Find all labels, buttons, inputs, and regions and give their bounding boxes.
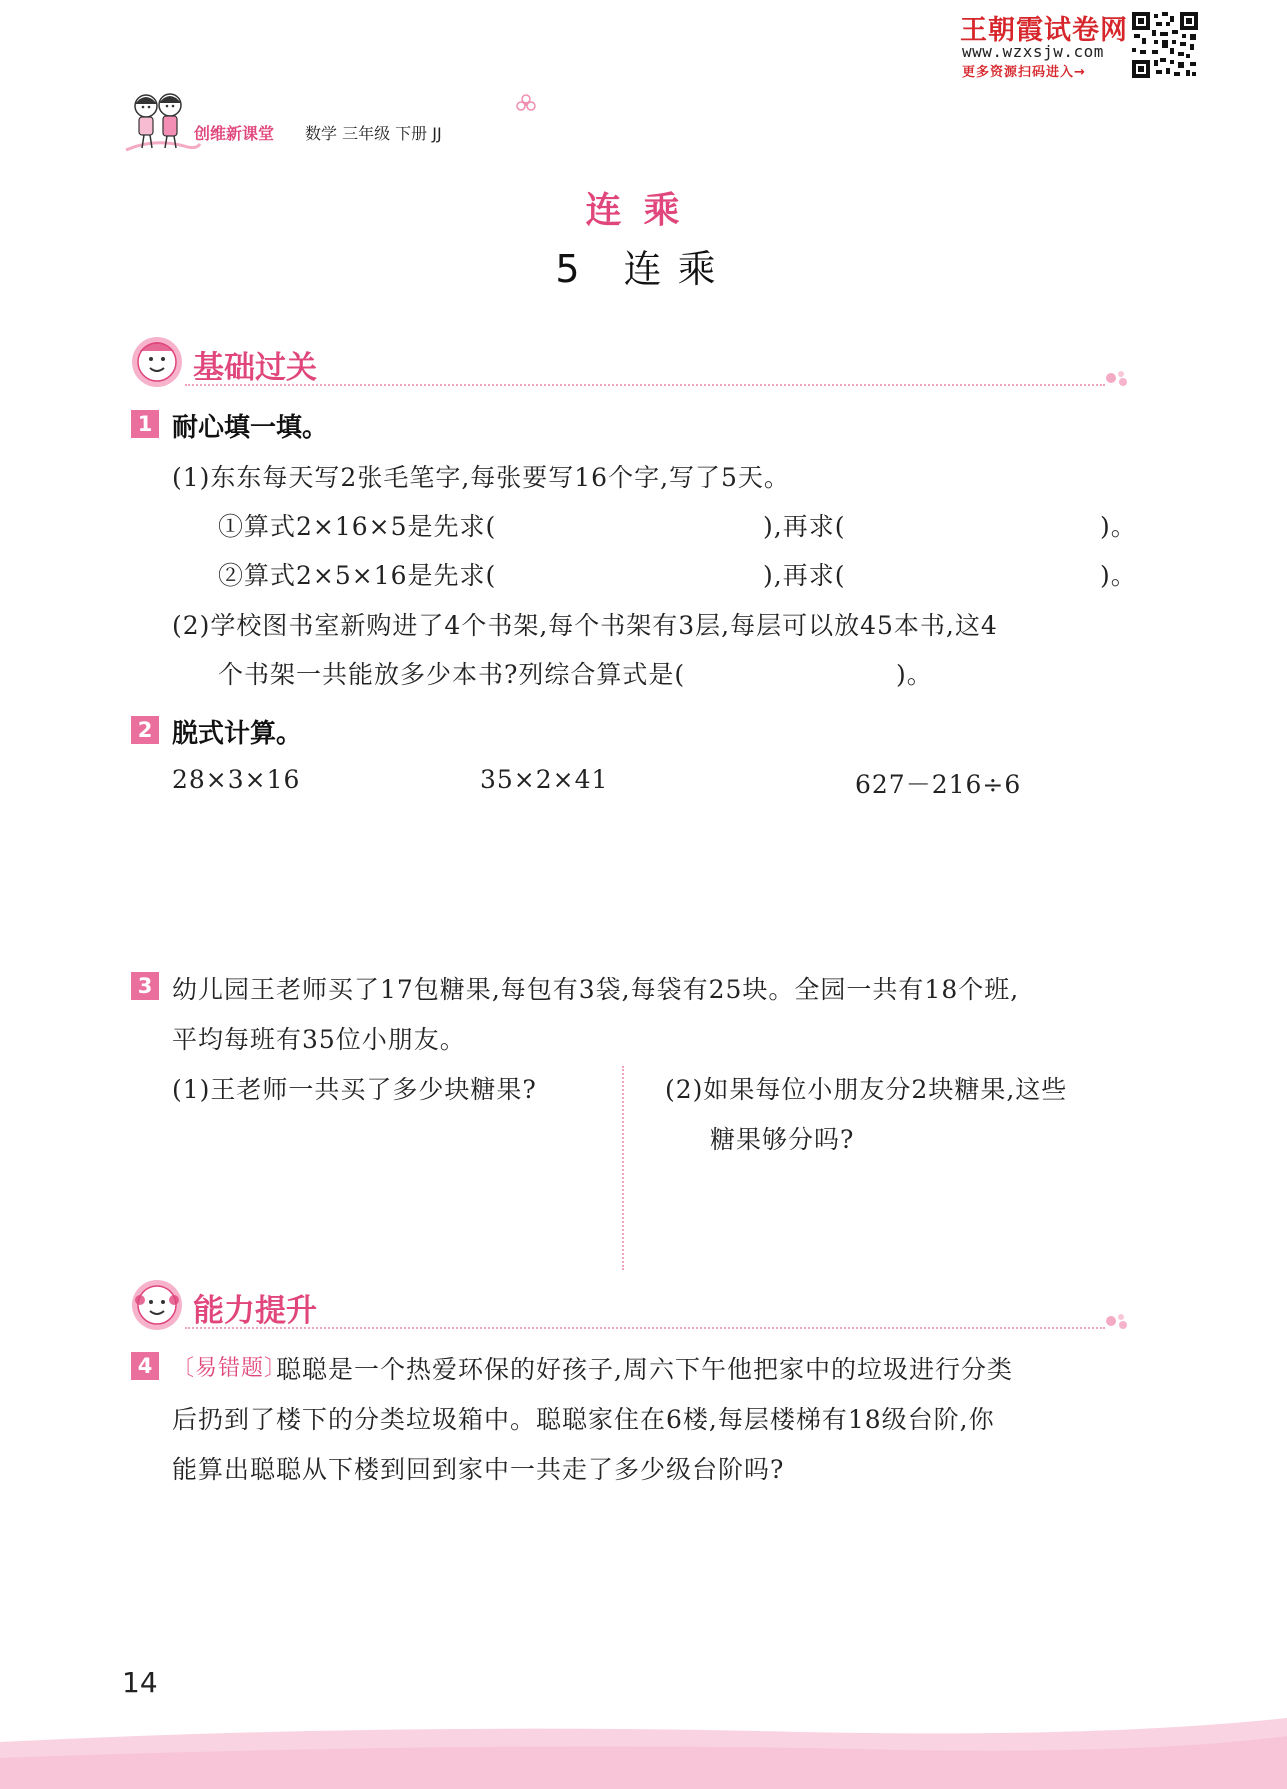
question-number: 4 bbox=[131, 1352, 159, 1380]
watermark-url: www.wzxsjw.com bbox=[962, 42, 1104, 61]
question-heading: 耐心填一填。 bbox=[172, 413, 329, 443]
q4-line1: 聪聪是一个热爱环保的好孩子,周六下午他把家中的垃圾进行分类 bbox=[276, 1355, 1013, 1384]
q4-line3: 能算出聪聪从下楼到回到家中一共走了多少级台阶吗? bbox=[172, 1455, 785, 1484]
q1-part1-intro: (1)东东每天写2张毛笔字,每张要写16个字,写了5天。 bbox=[172, 463, 790, 492]
watermark-brand: 王朝霞试卷网 bbox=[960, 15, 1128, 46]
section-title-basic: 基础过关 bbox=[193, 350, 317, 386]
watermark-more: 更多资源扫码进入→ bbox=[962, 65, 1086, 80]
q1-part2-line2: 个书架一共能放多少本书?列综合算式是( bbox=[218, 660, 686, 689]
dots-deco-icon bbox=[1105, 1311, 1129, 1331]
question-heading: 脱式计算。 bbox=[172, 719, 303, 749]
subject-label: 数学 三年级 下册 JJ bbox=[305, 124, 442, 143]
section-divider bbox=[185, 1327, 1105, 1329]
q1-part2-line1: (2)学校图书室新购进了4个书架,每个书架有3层,每层可以放45本书,这4 bbox=[172, 611, 998, 640]
page-number: 14 bbox=[122, 1666, 158, 1699]
q3-line1: 幼儿园王老师买了17包糖果,每包有3袋,每袋有25块。全园一共有18个班, bbox=[172, 975, 1020, 1004]
mascot-icon bbox=[130, 335, 184, 389]
question-number: 1 bbox=[131, 410, 159, 438]
q1-part1-b-end: )。 bbox=[1100, 561, 1137, 590]
q1-part1-b-text: ②算式2×5×16是先求( bbox=[218, 561, 497, 590]
section-title-advanced: 能力提升 bbox=[193, 1293, 317, 1329]
question-number: 3 bbox=[131, 972, 159, 1000]
answer-divider bbox=[622, 1066, 624, 1270]
flower-deco-icon bbox=[514, 92, 538, 116]
qr-code-icon[interactable] bbox=[1132, 12, 1198, 78]
q3-sub1: (1)王老师一共买了多少块糖果? bbox=[172, 1075, 537, 1104]
q1-part1-a-text: ①算式2×16×5是先求( bbox=[218, 512, 497, 541]
series-name: 创维新课堂 bbox=[194, 124, 275, 143]
q3-sub2-line2: 糖果够分吗? bbox=[710, 1125, 855, 1154]
q1-part1-b-mid: ),再求( bbox=[763, 561, 846, 590]
q1-part1-a-end: )。 bbox=[1100, 512, 1137, 541]
q1-part1-a-mid: ),再求( bbox=[763, 512, 846, 541]
q1-part2-line2-end: )。 bbox=[896, 660, 933, 689]
q4-line2: 后扔到了楼下的分类垃圾箱中。聪聪家住在6楼,每层楼梯有18级台阶,你 bbox=[172, 1405, 995, 1434]
calc-expression: 28×3×16 bbox=[172, 765, 301, 794]
lesson-title: 5 连乘 bbox=[555, 247, 732, 291]
kids-illustration-icon bbox=[124, 88, 202, 158]
q3-sub2-line1: (2)如果每位小朋友分2块糖果,这些 bbox=[665, 1075, 1068, 1104]
footer-band bbox=[0, 1712, 1287, 1789]
calc-expression: 627－216÷6 bbox=[855, 770, 1022, 799]
question-number: 2 bbox=[131, 716, 159, 744]
q3-line2: 平均每班有35位小朋友。 bbox=[172, 1025, 466, 1054]
section-divider bbox=[185, 384, 1105, 386]
dots-deco-icon bbox=[1105, 368, 1129, 388]
error-prone-tag: 〔易错题〕 bbox=[172, 1356, 288, 1381]
calc-expression: 35×2×41 bbox=[480, 765, 609, 794]
mascot-icon bbox=[130, 1278, 184, 1332]
unit-title: 连乘 bbox=[585, 190, 702, 231]
